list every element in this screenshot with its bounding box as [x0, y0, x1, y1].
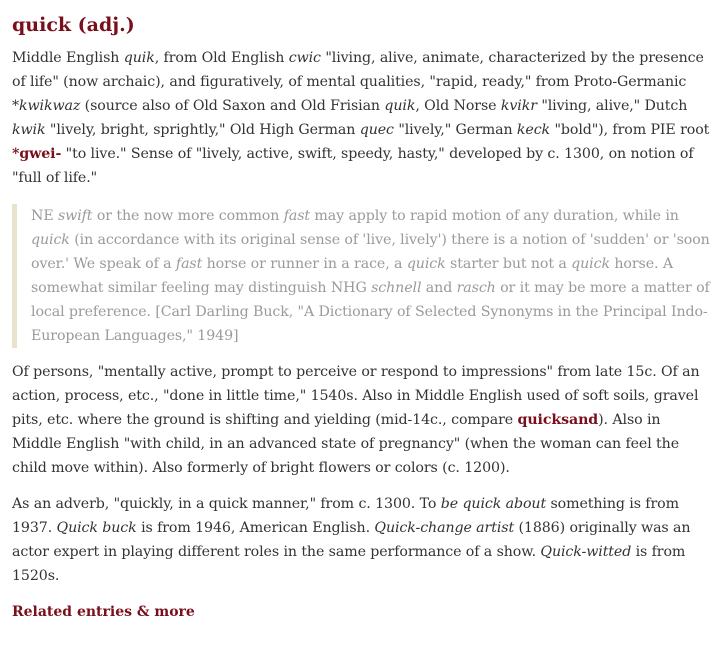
text-run: , from Old English — [154, 50, 289, 66]
text-run: is from 1946, American English. — [136, 520, 375, 536]
text-run: (1886) originally was an actor expert in playing different roles in the same performance of a show. — [12, 520, 691, 560]
italic-term: quick — [406, 256, 446, 272]
text-run: "to live." Sense of "lively, active, swift, speedy, hasty," developed by c. 1300, on notion of "full of life." — [12, 146, 694, 186]
italic-term: kvikr — [500, 98, 537, 114]
buck-quotation — [12, 204, 712, 348]
etymology-entry — [12, 12, 712, 624]
italic-term: quik — [384, 98, 416, 114]
entry-title: quick (adj.) — [12, 14, 135, 36]
italic-term: quik — [123, 50, 155, 66]
text-run: starter but not a — [445, 256, 572, 272]
italic-term: keck — [516, 122, 551, 138]
text-run: (source also of Old Saxon and Old Frisian — [80, 98, 385, 114]
etymology-paragraph-senses — [12, 360, 712, 480]
text-run: "living, alive," Dutch — [536, 98, 688, 114]
italic-term: schnell — [371, 280, 422, 296]
crossref-link-quicksand[interactable]: quicksand — [517, 412, 599, 428]
italic-term: quick — [31, 232, 70, 248]
text-run: and — [421, 280, 457, 296]
text-run: horse. A somewhat similar feeling may distinguish NHG — [31, 256, 673, 296]
text-run: "lively, bright, sprightly," Old High German — [45, 122, 360, 138]
text-run: Of persons, "mentally active, prompt to perceive or respond to impressions" from late 15c. Of an action, process, etc., "done in little time," 1540s. Also in Middle English used of soft soils, gravel pits, etc. where the ground is shifting and yielding (mid-14c., compare — [12, 364, 700, 428]
italic-term: quick — [571, 256, 610, 272]
text-run: Middle English — [12, 50, 124, 66]
text-run: or the now more common — [92, 208, 284, 224]
italic-term: rasch — [456, 280, 496, 296]
italic-term: swift — [57, 208, 93, 224]
text-run: As an adverb, "quickly, in a quick manner," from c. 1300. To — [12, 496, 441, 512]
related-entries-link[interactable]: Related entries & more — [12, 604, 195, 620]
italic-term: Quick buck — [56, 520, 137, 536]
italic-term: Quick-witted — [540, 544, 632, 560]
text-run: ). Also in Middle English "with child, in an advanced state of pregnancy" (when the woman can feel the child move within). Also formerly of bright flowers or colors (c. 1200). — [12, 412, 679, 476]
italic-term: Quick-change artist — [374, 520, 515, 536]
text-run: , Old Norse — [415, 98, 501, 114]
text-run: or it may be more a matter of local preference. [Carl Darling Buck, "A Dictionary of Selected Synonyms in the Principal Indo-European Languages," 1949] — [31, 280, 710, 344]
italic-term: fast — [175, 256, 203, 272]
etymology-paragraph-origin — [12, 46, 712, 190]
text-run: NE — [31, 208, 58, 224]
etymology-paragraph-adverb — [12, 492, 712, 588]
text-run: something is from 1937. — [12, 496, 679, 536]
italic-term: be quick about — [440, 496, 547, 512]
text-run: horse or runner in a race, a — [202, 256, 407, 272]
italic-term: cwic — [288, 50, 321, 66]
text-run: is from 1520s. — [12, 544, 686, 584]
text-run: "lively," German — [393, 122, 517, 138]
italic-term: quec — [359, 122, 394, 138]
text-run: "living, alive, animate, characterized by the presence of life" (now archaic), and figuratively, of mental qualities, "rapid, ready," from Proto-Germanic — [12, 50, 704, 90]
italic-term: *kwikwaz — [12, 98, 81, 114]
text-run: may apply to rapid motion of any duration, while in — [310, 208, 679, 224]
text-run: "bold"), from PIE root — [550, 122, 710, 138]
italic-term: kwik — [12, 122, 46, 138]
text-run: (in accordance with its original sense of 'live, lively') there is a notion of 'sudden' or 'soon over.' We speak of a — [31, 232, 710, 272]
crossref-link-gwei[interactable]: *gwei- — [12, 146, 62, 162]
italic-term: fast — [283, 208, 310, 224]
